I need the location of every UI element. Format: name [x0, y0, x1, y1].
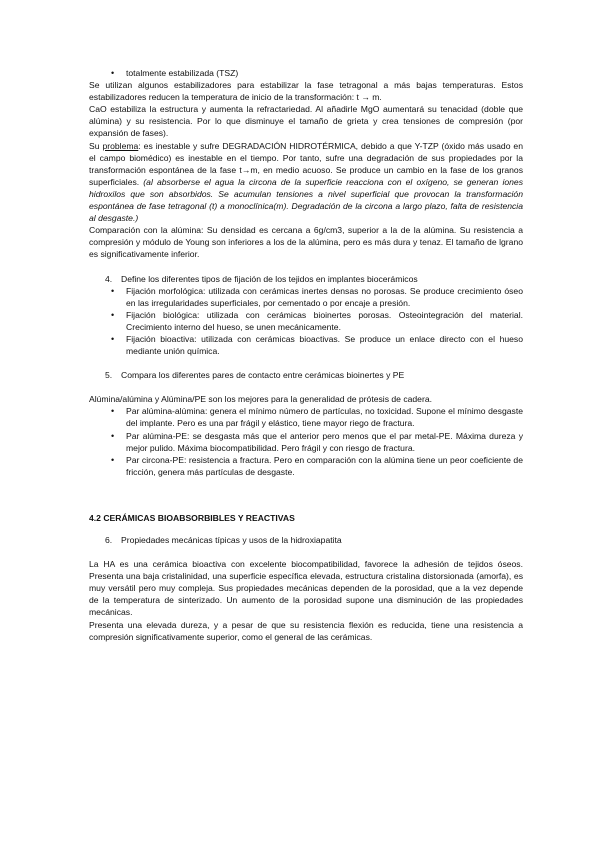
question-number: 6. [105, 535, 113, 545]
paragraph-stabilizers: Se utilizan algunos estabilizadores para estabilizar la fase tetragonal a más bajas temperaturas. Estos estabilizadores reducen la temperatura de inicio de la transformación: t → m. [89, 80, 523, 103]
question-4-list [126, 285, 523, 358]
question-title: Propiedades mecánicas típicas y usos de la hidroxiapatita [121, 535, 342, 545]
document-content [89, 67, 523, 643]
list-item [126, 67, 523, 79]
question-5-list [126, 405, 523, 478]
problem-lead: Su [89, 140, 100, 151]
question-6-heading [105, 534, 523, 546]
list-item: • Par alúmina-PE: se desgasta más que el anterior pero menos que el par metal-PE. Máxima dureza y mejor pulido. Máxima biocompatibilidad. Pero frágil y con riesgo de fractura. [126, 430, 523, 454]
question-4-heading [105, 273, 523, 285]
problem-italic-note: (al absorberse el agua la circona de la superficie reacciona con el oxígeno, se generan iones hidroxilos que son absorbidos. Se acumulan tensiones a nivel superficial que provocan la transformación espontánea de fase tetragonal (t) a monoclínica(m). Degradación de la circona a largo plazo, falta de resistencia al desgaste.) [89, 176, 523, 224]
section-heading: 4.2 CERÁMICAS BIOABSORBIBLES Y REACTIVAS [89, 512, 295, 523]
problem-keyword: problema [102, 140, 139, 151]
paragraph-problem [89, 140, 523, 225]
tsz-list [126, 67, 523, 79]
list-item: • Par alúmina-alúmina: genera el mínimo número de partículas, no toxicidad. Supone el mínimo desgaste del implante. Pero es una par frágil y elástico, tiene mayor riego de fractura. [126, 405, 523, 429]
list-item: • Fijación bioactiva: utilizada con cerámicas bioactivas. Se produce un enlace directo con el hueso mediante unión química. [126, 333, 523, 357]
problem-text: : es inestable y sufre DEGRADACIÓN HIDROTÉRMICA, debido a que Y-TZP (óxido más usado en el campo biomédico) es inestable en el tiempo. Por tanto, sufre una degradación de sus propiedades por la transformación espontánea de la fase t→m, en medio acuoso. Se produce un cambio en la fase de los granos superficiales. [89, 140, 523, 187]
question-5-intro: Alúmina/alúmina y Alúmina/PE son los mejores para la generalidad de prótesis de cadera. [89, 394, 432, 405]
question-number: 4. [105, 273, 113, 284]
list-item: • Par circona-PE: resistencia a fractura. Pero en comparación con la alúmina tiene un peor coeficiente de fricción, genera más partículas de desgaste. [126, 454, 523, 478]
paragraph-ha-hardness: Presenta una elevada dureza, y a pesar de que su resistencia flexión es reducida, tiene una resistencia a compresión significativamente superior, como el general de las cerámicas. [89, 619, 523, 642]
list-item: • Fijación morfológica: utilizada con cerámicas inertes densas no porosas. Se produce crecimiento óseo en las irregularidades superficiales, por cementado o por encaje a presión. [126, 285, 523, 309]
paragraph-cao: CaO estabiliza la estructura y aumenta la refractariedad. Al añadirle MgO aumentará su tenacidad (doble que alúmina) y su resistencia. Por lo que disminuye el tamaño de grieta y crea tensiones de compresión (por expansión de fases). [89, 104, 523, 139]
tsz-item-text: totalmente estabilizada (TSZ) [126, 68, 239, 78]
question-title: Compara los diferentes pares de contacto entre cerámicas bioinertes y PE [121, 370, 405, 381]
question-title: Define los diferentes tipos de fijación de los tejidos en implantes biocerámicos [121, 273, 418, 284]
list-item: • Fijación biológica: utilizada con cerámicas bioinertes porosas. Osteointegración del material. Crecimiento interno del hueso, se unen mecánicamente. [126, 309, 523, 333]
question-5-heading [105, 369, 523, 381]
question-number: 5. [105, 370, 113, 381]
paragraph-ha: La HA es una cerámica bioactiva con excelente biocompatibilidad, favorece la adhesión de tejidos óseos. Presenta una baja cristalinidad, una superficie específica elevada, estructura cristalina distorsionada (amorfa), es muy versátil pero muy compleja. Sus propiedades mecánicas dependen de la porosidad, que a la vez depende de la temperatura de sinterizado. Un aumento de la porosidad supone una disminución de las propiedades mecánicas. [89, 559, 523, 618]
paragraph-comparison: Comparación con la alúmina: Su densidad es cercana a 6g/cm3, superior a la de la alúmina. Su resistencia a compresión y módulo de Young son inferiores a los de la alúmina, pero es más dura y tenaz. El tamaño de lgrano es significativamente inferior. [89, 225, 523, 260]
